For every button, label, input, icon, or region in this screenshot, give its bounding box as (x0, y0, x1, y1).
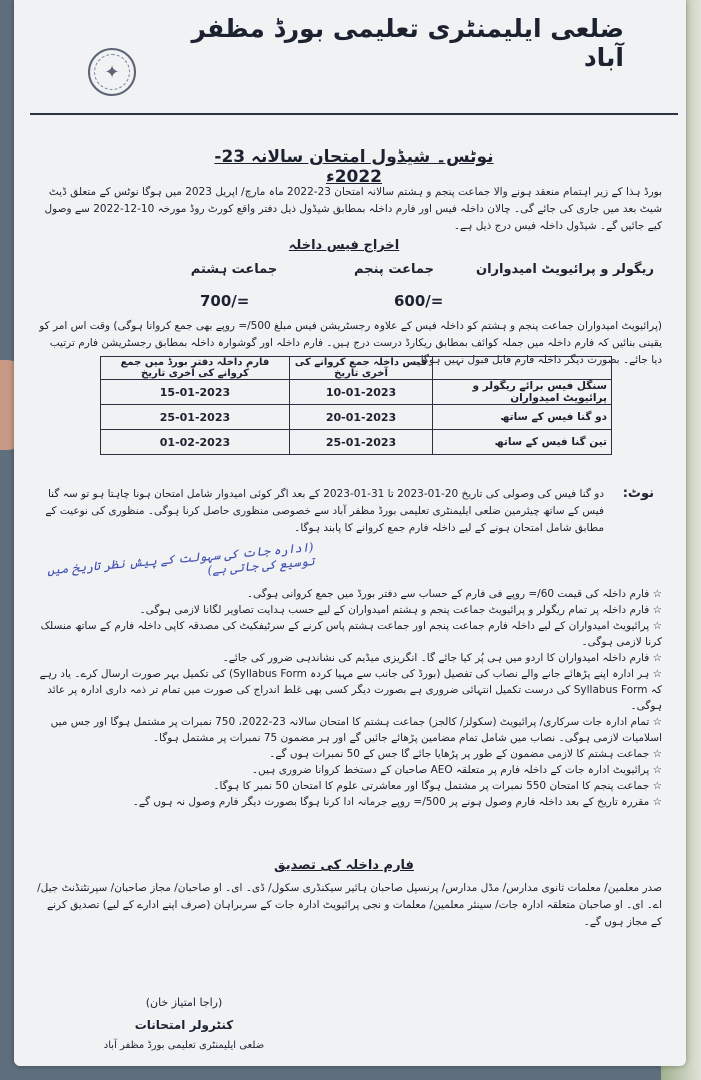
notice-paper (14, 0, 686, 1066)
verification-paragraph: صدر معلمین/ معلمات ثانوی مدارس/ مڈل مدارس/ پرنسپل صاحبان ہائیر سیکنڈری سکول/ ڈی۔ ای۔ او صاحبان/ مجاز صاحبان/ سپرنٹنڈنٹ جیل/ اے۔ ای۔ او صاحبان متعلقہ ادارہ جات/ سینئر معلمین/ معلمات و نجی پرائیویٹ ادارہ جات کے سربراہان (صرف اپنے ادارے کے لیے) تصدیق کرنے کے مجاز ہوں گے۔ (37, 882, 662, 928)
category-cell: تین گنا فیس کے ساتھ (433, 430, 612, 455)
class-8-amount: 700/= (200, 292, 250, 310)
signatory-office: ضلعی ایلیمنٹری تعلیمی بورڈ مظفر آباد (103, 1040, 265, 1051)
table-header-row (101, 357, 612, 380)
class-5-label: جماعت پنجم (354, 262, 434, 277)
signatory-name: (راجا امتیاز خان) (145, 996, 223, 1009)
class-5-amount: 600/= (394, 292, 444, 310)
list-item: ☆ فارم داخلہ کی قیمت 60/= روپے فی فارم کے حساب سے دفتر بورڈ میں جمع کروانی ہوگی۔ (246, 588, 662, 600)
table-row (101, 430, 612, 455)
list-item: ☆ فارم داخلہ پر تمام ریگولر و پرائیویٹ جماعت پنجم و ہشتم امیدواران کے لیے حسب ہدایت تصاویر لگانا لازمی ہوگی۔ (139, 604, 662, 616)
note-paragraph: دو گنا فیس کی وصولی کی تاریخ 20-01-2023 تا 31-01-2023 کے بعد اگر کوئی امیدوار شامل امتحان ہونا چاہتا ہو تو سہ گنا فیس کے ساتھ چیئرمین ضلعی ایلیمنٹری تعلیمی بورڈ مظفر آباد سے خصوصی منظوری حاصل کرنا ہوگی۔ منظوری کی نوعیت کے مطابق شامل امتحان ہونے کے لیے داخلہ فارم جمع کروانے کا پابند ہوگا۔ (45, 488, 604, 534)
fee-category-label: ریگولر و پرائیویٹ امیدواران (475, 262, 654, 277)
list-item: ☆ مقررہ تاریخ کے بعد داخلہ فارم وصول ہونے پر 500/= روپے جرمانہ ادا کرنا ہوگا بصورت دیگر فارم وصول نہ ہوں گے۔ (132, 796, 662, 808)
category-header (433, 357, 612, 380)
form-date-cell: 01-02-2023 (101, 430, 290, 455)
signatory-title: کنٹرولر امتحانات (134, 1018, 234, 1032)
fee-date-cell: 20-01-2023 (289, 405, 432, 430)
list-item: ☆ تمام ادارہ جات سرکاری/ پرائیویٹ (سکولز/ کالجز) جماعت ہشتم کا امتحان سالانہ 23-2022، 750 نمبرات پر مشتمل ہوگا اور جس میں اسلامیات لازمی ہوگی۔ نصاب میں شامل تمام مضامین پڑھائے جائیں گے اور ہر مضمون 75 نمبرات پر مشتمل ہوگا۔ (50, 716, 662, 744)
fee-date-cell: 10-01-2023 (289, 380, 432, 405)
list-item: ☆ ہر ادارہ اپنے پڑھائے جانے والے نصاب کی تفصیل (بورڈ کی جانب سے مہیا کردہ Syllabus Form) کی تکمیل بہر صورت ارسال کرے۔ یاد رہے کہ Syllabus Form کی درست تکمیل انتہائی ضروری ہے بصورت دیگر کسی بھی غلط اندراج کی صورت میں تمام تر ذمہ داری ادارہ پر عائد ہوگی۔ (39, 668, 662, 712)
table-row (101, 405, 612, 430)
note-label: نوٹ: (622, 486, 654, 501)
header-rule (30, 113, 678, 115)
form-date-cell: 15-01-2023 (101, 380, 290, 405)
handwritten-annotation: (ادارہ جات کی سہولت کے پیش نظر تاریخ میں توسیع کی جاتی ہے) (46, 540, 316, 578)
list-item: ☆ پرائیویٹ امیدواران کے لیے داخلہ فارم جماعت پنجم اور جماعت ہشتم پاس کرنے کے سرٹیفکیٹ کی مصدقہ کاپی داخلہ فارم کے ساتھ منسلک کرنا لازمی ہوگی۔ (40, 620, 662, 648)
form-date-cell: 25-01-2023 (101, 405, 290, 430)
category-cell: سنگل فیس برائے ریگولر و پرائیویٹ امیدواران (433, 380, 612, 405)
private-candidates-note: (پرائیویٹ امیدواران جماعت پنجم و ہشتم کو داخلہ فیس کے علاوہ رجسٹریشن فیس مبلغ 500/= روپے بھی جمع کروانا ہوگی) وقت اس امر کو یقینی بنائیں کہ فارم داخلہ میں جملہ کوائف بمطابق ریکارڈ درست درج ہیں۔ فارم داخلہ اور گوشوارہ داخلہ بمطابق رجسٹریشن فارم ترتیب دیا جائے۔ بصورت دیگر داخلہ فارم قابل قبول نہیں ہوگا۔ (39, 320, 662, 366)
class-8-label: جماعت ہشتم (190, 262, 278, 277)
fee-date-cell: 25-01-2023 (289, 430, 432, 455)
instructions-list (36, 586, 662, 810)
category-cell: دو گنا فیس کے ساتھ (433, 405, 612, 430)
list-item: ☆ فارم داخلہ امیدواران کا اردو میں ہی پُر کیا جائے گا۔ انگریزی میڈیم کی نشاندہی ضرور کی جائے۔ (222, 652, 662, 664)
form-date-header: فارم داخلہ دفتر بورڈ میں جمع کروانے کی آخری تاریخ (101, 357, 290, 380)
board-title: ضلعی ایلیمنٹری تعلیمی بورڈ مظفر آباد (191, 14, 624, 72)
table-row (101, 380, 612, 405)
list-item: ☆ جماعت ہشتم کا لازمی مضمون کے طور پر پڑھایا جائے گا جس کے 50 نمبرات ہوں گے۔ (269, 748, 662, 760)
list-item: ☆ جماعت پنجم کا امتحان 550 نمبرات پر مشتمل ہوگا اور معاشرتی علوم کا امتحان 50 نمبر کا ہوگا۔ (213, 780, 662, 792)
verification-heading: فارم داخلہ کی تصدیق (274, 858, 414, 873)
fee-heading: اخراج فیس داخلہ (288, 238, 400, 253)
list-item: ☆ پرائیویٹ ادارہ جات کے داخلہ فارم پر متعلقہ AEO صاحبان کے دستخط کروانا ضروری ہیں۔ (251, 764, 662, 776)
fee-date-header: فیس داخلہ جمع کروانے کی آخری تاریخ (289, 357, 432, 380)
schedule-table (100, 356, 612, 455)
board-seal-icon: ✦ (88, 48, 136, 96)
intro-paragraph: بورڈ ہذا کے زیر اہتمام منعقد ہونے والا جماعت پنجم و ہشتم سالانہ امتحان 23-2022 ماہ مارچ/ اپریل 2023 میں ہوگا نوٹس کے متعلق ڈیٹ شیٹ بعد میں جاری کی جائے گی۔ چالان داخلہ فیس اور فارم داخلہ بمطابق شیڈول ذیل دفتر واقع کورٹ روڈ مورخہ 10-12-2022 سے وصول کیے جائیں گے۔ شیڈول داخلہ فیس درج ذیل ہے۔ (44, 186, 662, 232)
notice-title: نوٹس۔ شیڈول امتحان سالانہ 23-2022ء (214, 147, 494, 187)
